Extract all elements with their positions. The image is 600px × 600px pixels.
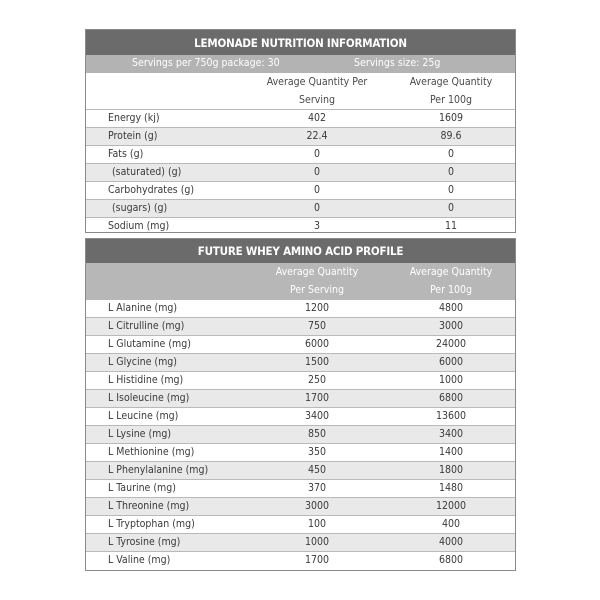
per-serving-value: 450: [307, 464, 327, 476]
per-100g-value: 6800: [438, 392, 464, 404]
table-row: [86, 163, 515, 181]
row-label: Fats (g): [108, 148, 144, 160]
table-row: [86, 515, 515, 533]
per-100g-value: 4000: [438, 536, 464, 548]
nutrition-title: LEMONADE NUTRITION INFORMATION: [86, 30, 515, 55]
row-label: L Citrulline (mg): [108, 320, 185, 332]
per-100g-value: 0: [447, 184, 454, 196]
per-serving-value: 1000: [304, 536, 330, 548]
servings-bar: [86, 55, 515, 73]
table-row: [86, 335, 515, 353]
per-100g-header: [389, 73, 513, 109]
per-100g-value: 0: [447, 166, 454, 178]
row-label: Protein (g): [108, 130, 158, 142]
amino-acid-profile-panel: [85, 238, 516, 571]
amino-column-headers: [86, 263, 515, 299]
row-label: L Threonine (mg): [108, 500, 190, 512]
row-label: (saturated) (g): [112, 166, 182, 178]
per-serving-value: 6000: [304, 338, 330, 350]
per-serving-value: 22.4: [306, 130, 328, 142]
per-100g-value: 12000: [435, 500, 467, 512]
per-100g-value: 1800: [438, 464, 464, 476]
table-row: [86, 145, 515, 163]
per-100g-value: 1480: [438, 482, 464, 494]
table-row: [86, 299, 515, 317]
table-row: [86, 461, 515, 479]
per-100g-value: 3000: [438, 320, 464, 332]
table-row: [86, 389, 515, 407]
per-100g-value: 3400: [438, 428, 464, 440]
row-label: Carbohydrates (g): [108, 184, 195, 196]
per-serving-value: 402: [307, 112, 327, 124]
per-serving-header: [255, 263, 379, 299]
per-serving-value: 370: [307, 482, 327, 494]
per-serving-value: 100: [307, 518, 327, 530]
table-row: [86, 217, 515, 235]
per-serving-value: 750: [307, 320, 327, 332]
per-100g-header-line: Per 100g: [429, 94, 473, 106]
per-serving-value: 3000: [304, 500, 330, 512]
per-100g-value: 400: [441, 518, 461, 530]
table-row: [86, 407, 515, 425]
amino-title: FUTURE WHEY AMINO ACID PROFILE: [86, 239, 515, 263]
per-serving-value: 1700: [304, 392, 330, 404]
per-100g-value: 11: [444, 220, 458, 232]
per-100g-value: 1400: [438, 446, 464, 458]
per-serving-value: 1200: [304, 302, 330, 314]
table-row: [86, 479, 515, 497]
per-serving-value: 1700: [304, 554, 330, 566]
per-100g-value: 0: [447, 202, 454, 214]
per-serving-value: 0: [313, 148, 320, 160]
row-label: L Phenylalanine (mg): [108, 464, 209, 476]
table-row: [86, 127, 515, 145]
per-100g-value: 0: [447, 148, 454, 160]
table-row: [86, 317, 515, 335]
table-row: [86, 551, 515, 569]
per-100g-value: 4800: [438, 302, 464, 314]
per-100g-value: 1000: [438, 374, 464, 386]
table-row: [86, 371, 515, 389]
per-100g-value: 6000: [438, 356, 464, 368]
per-serving-value: 0: [313, 184, 320, 196]
row-label: L Glutamine (mg): [108, 338, 191, 350]
table-row: [86, 109, 515, 127]
row-label: L Tryptophan (mg): [108, 518, 195, 530]
table-row: [86, 199, 515, 217]
table-row: [86, 443, 515, 461]
per-100g-value: 1609: [438, 112, 464, 124]
per-serving-header-line: Serving: [299, 94, 335, 106]
per-serving-value: 3: [313, 220, 320, 232]
row-label: Energy (kj): [108, 112, 160, 124]
row-label: L Histidine (mg): [108, 374, 184, 386]
per-serving-value: 0: [313, 202, 320, 214]
per-serving-value: 3400: [304, 410, 330, 422]
row-label: L Isoleucine (mg): [108, 392, 190, 404]
per-100g-value: 89.6: [440, 130, 462, 142]
per-serving-header-line: Average Quantity Per: [266, 76, 368, 88]
table-row: [86, 425, 515, 443]
amino-table-body: [86, 299, 515, 569]
nutrition-column-headers: [86, 73, 515, 109]
per-100g-value: 13600: [435, 410, 467, 422]
row-label: L Glycine (mg): [108, 356, 177, 368]
table-row: [86, 533, 515, 551]
row-label: L Methionine (mg): [108, 446, 195, 458]
row-label: (sugars) (g): [112, 202, 168, 214]
per-100g-header: [389, 263, 513, 299]
per-100g-header-line: Per 100g: [429, 284, 473, 296]
row-label: L Lysine (mg): [108, 428, 172, 440]
per-serving-value: 850: [307, 428, 327, 440]
row-label: L Leucine (mg): [108, 410, 179, 422]
row-label: L Valine (mg): [108, 554, 171, 566]
row-label: L Tyrosine (mg): [108, 536, 181, 548]
per-100g-header-line: Average Quantity: [409, 266, 493, 278]
row-label: L Alanine (mg): [108, 302, 178, 314]
nutrition-information-panel: [85, 29, 516, 233]
row-label: Sodium (mg): [108, 220, 170, 232]
table-row: [86, 497, 515, 515]
nutrition-table-body: [86, 109, 515, 235]
per-serving-value: 1500: [304, 356, 330, 368]
per-serving-header-line: Average Quantity: [275, 266, 359, 278]
table-row: [86, 181, 515, 199]
per-100g-value: 6800: [438, 554, 464, 566]
per-serving-value: 250: [307, 374, 327, 386]
per-serving-value: 350: [307, 446, 327, 458]
serving-size: Servings size: 25g: [354, 57, 441, 69]
per-serving-header: [255, 73, 379, 109]
per-serving-value: 0: [313, 166, 320, 178]
table-row: [86, 353, 515, 371]
per-100g-value: 24000: [435, 338, 467, 350]
row-label: L Taurine (mg): [108, 482, 176, 494]
servings-per-package: Servings per 750g package: 30: [132, 57, 280, 69]
per-serving-header-line: Per Serving: [290, 284, 344, 296]
per-100g-header-line: Average Quantity: [409, 76, 493, 88]
